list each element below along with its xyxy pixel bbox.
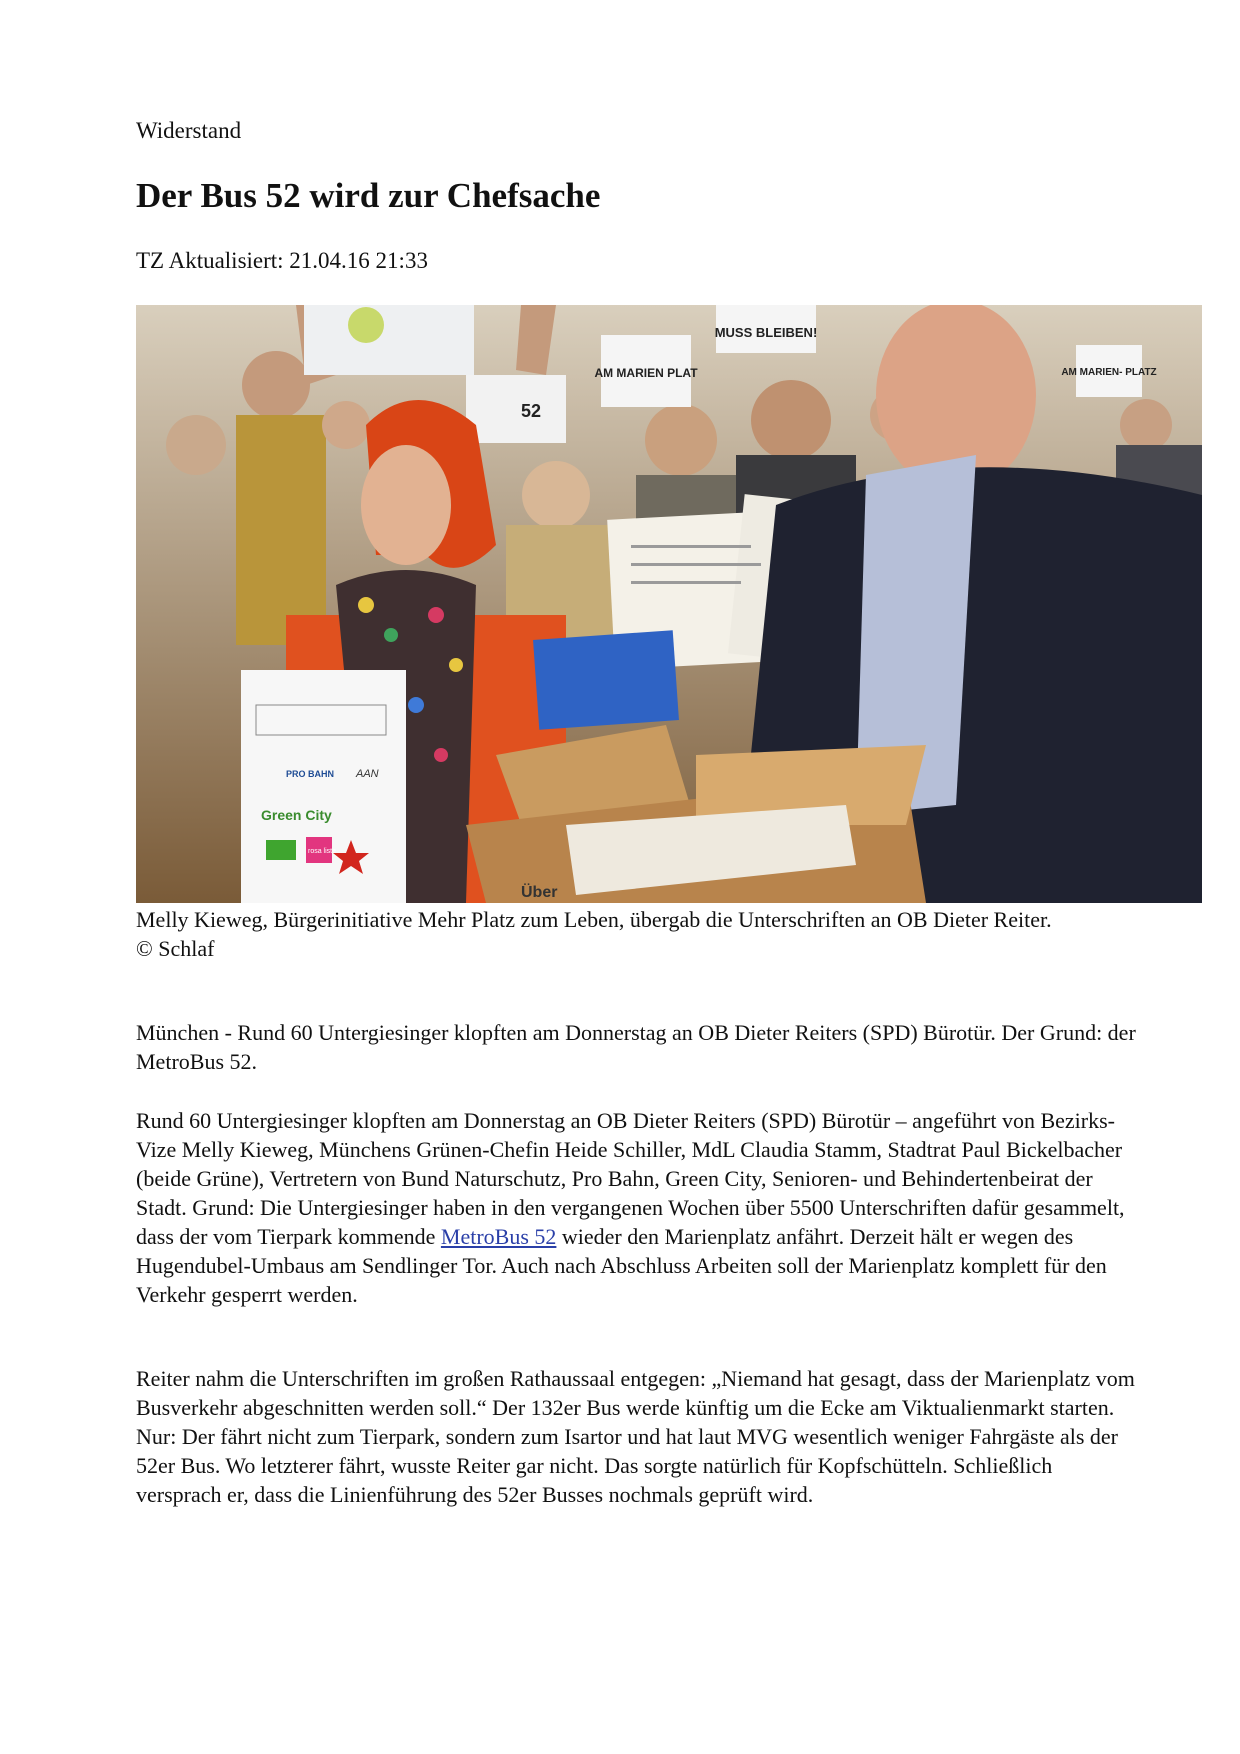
metrobus-52-link[interactable]: MetroBus 52	[440, 1224, 557, 1249]
photo-caption	[136, 905, 1136, 963]
logo-aan: AAN	[356, 768, 379, 780]
logo-rosa-liste: rosa liste	[308, 848, 337, 855]
paragraph-main-text-1: Rund 60 Untergiesinger klopften am Donnerstag an OB Dieter Reiters (SPD) Bürotür – angeführt von Bezirks-Vize Melly Kieweg, Münchens Grünen-Chefin Heide Schiller, MdL Claudia Stamm, Stadtrat Paul Bickelbacher (beide Grüne), Vertretern von Bund Naturschutz, Pro Bahn, Green City, Senioren- und Behindertenbeirat der Stadt. Grund: Die Untergiesinger haben in den vergangenen Wochen über 5500 Unterschriften dafür gesammelt, dass der vom Tierpark kommende	[136, 1108, 1125, 1249]
sign-muss-bleiben: MUSS BLEIBEN!	[714, 325, 818, 340]
photo-credit: © Schlaf	[136, 936, 215, 961]
sign-am-marienplatz: AM MARIEN PLAT	[594, 366, 698, 380]
sign-52: 52	[520, 401, 542, 421]
supporter-sheet	[241, 670, 406, 903]
caption-text: Melly Kieweg, Bürgerinitiative Mehr Platz zum Leben, übergab die Unterschriften an OB Dieter Reiter.	[136, 907, 1052, 932]
article-headline: Der Bus 52 wird zur Chefsache	[136, 176, 601, 215]
paragraph-reiter: Reiter nahm die Unterschriften im großen Rathaussaal entgegen: „Niemand hat gesagt, dass der Marienplatz vom Busverkehr abgeschnitten werden soll.“ Der 132er Bus werde künftig um die Ecke am Viktualienmarkt starten. Nur: Der fährt nicht zum Tierpark, sondern zum Isartor und hat laut MVG wesentlich weniger Fahrgäste als der 52er Bus. Wo letzterer fährt, wusste Reiter gar nicht. Das sorgte natürlich für Kopfschütteln. Schließlich versprach er, dass die Linienführung des 52er Busses nochmals geprüft wird.	[136, 1366, 1135, 1507]
paragraph-main-text-2: wieder den Marienplatz anfährt. Derzeit hält er wegen des Hugendubel-Umbaus am Sendlinger Tor. Auch nach Abschluss Arbeiten soll der Marienplatz komplett für den Verkehr gesperrt werden.	[136, 1224, 1107, 1307]
paragraph-main	[136, 1106, 1136, 1309]
logo-green-city: Green City	[261, 807, 332, 823]
sign-am-marienplatz-2: AM MARIEN- PLATZ	[1061, 367, 1157, 378]
article-dateline: TZ Aktualisiert: 21.04.16 21:33	[136, 248, 428, 273]
photo-scene	[136, 305, 1202, 903]
blue-folder	[533, 630, 679, 730]
article-photo[interactable]	[136, 305, 1202, 903]
paragraph-intro: München - Rund 60 Untergiesinger klopften am Donnerstag an OB Dieter Reiters (SPD) Bürotür. Der Grund: der MetroBus 52.	[136, 1020, 1136, 1074]
logo-pro-bahn: PRO BAHN	[286, 769, 335, 779]
article-kicker: Widerstand	[136, 118, 242, 143]
box-label: Über	[521, 884, 558, 901]
